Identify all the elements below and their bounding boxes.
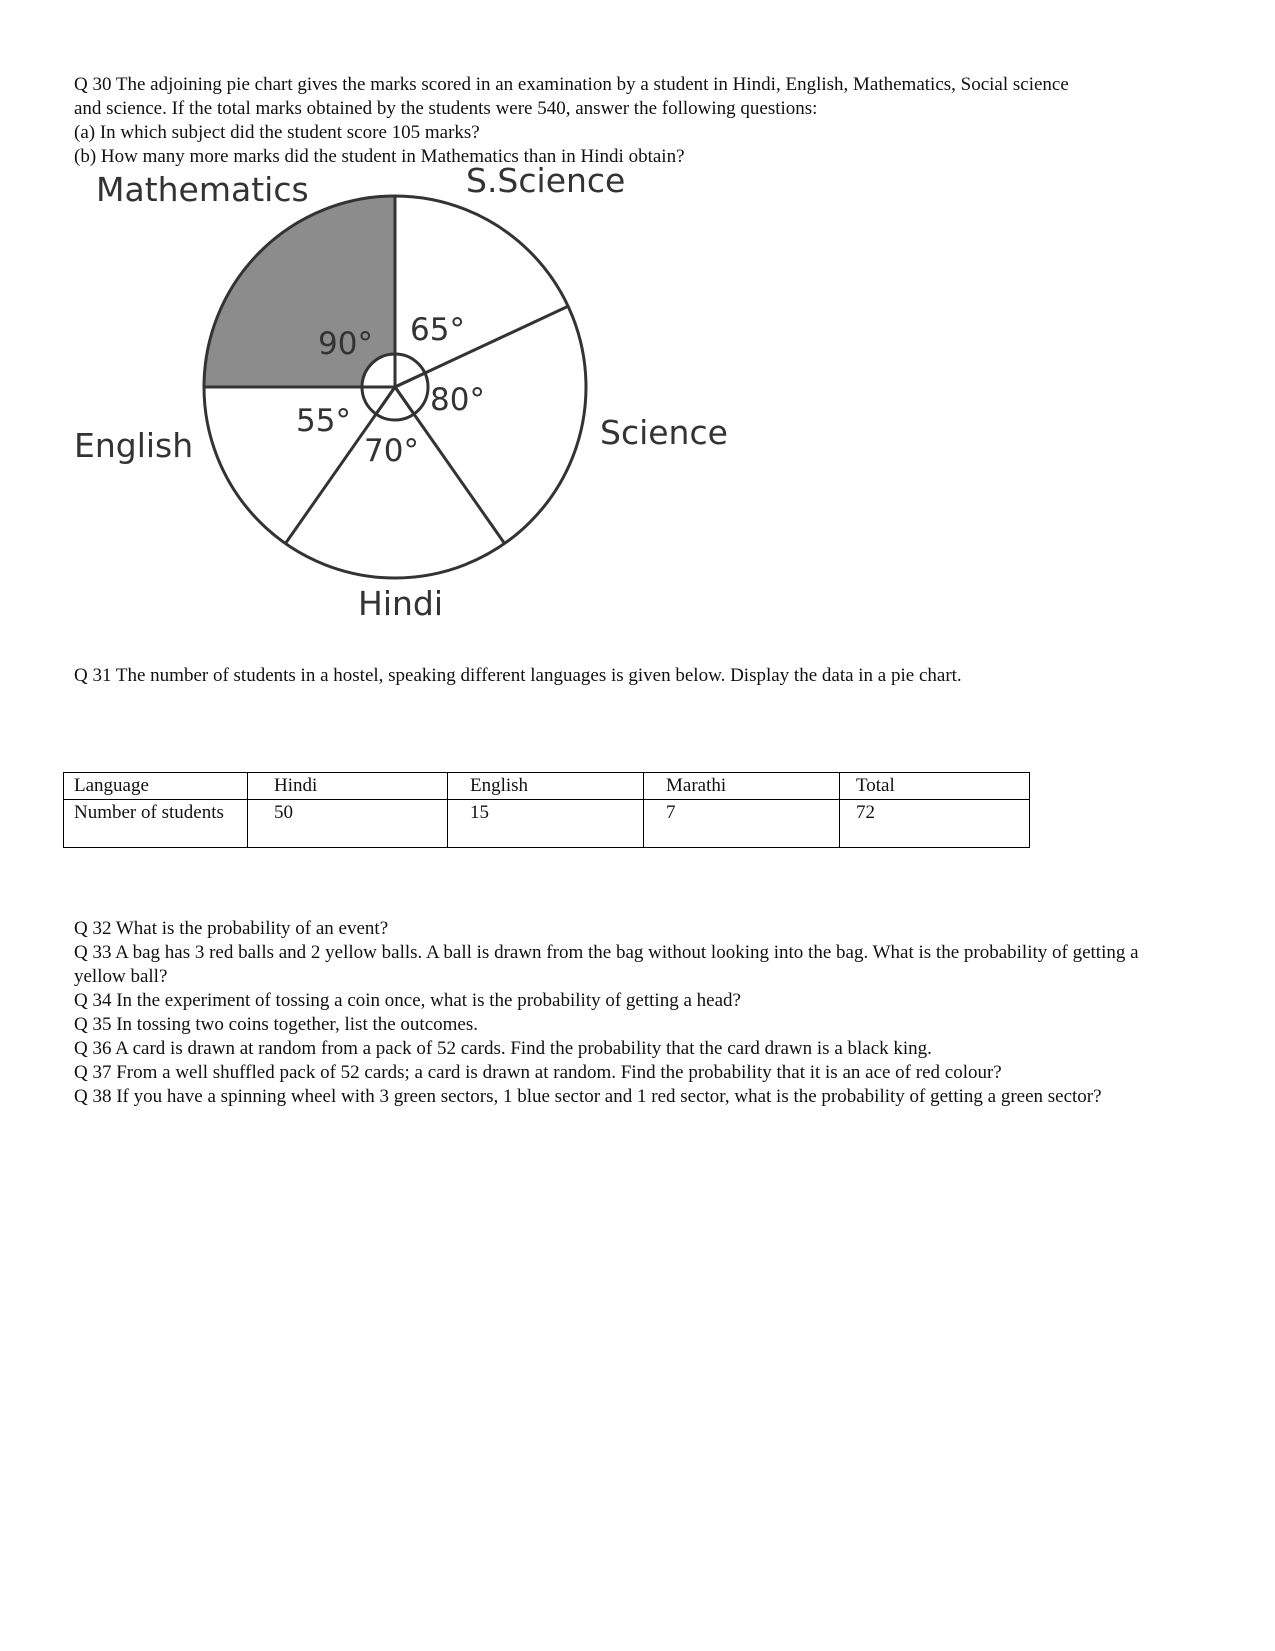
table-header-row	[64, 773, 1030, 800]
language-table	[63, 772, 1030, 848]
question-37: Q 37 From a well shuffled pack of 52 cards; a card is drawn at random. Find the probability that it is an ace of red colour?	[74, 1062, 1002, 1083]
table-header-cell: Marathi	[644, 773, 840, 800]
question-33: Q 33 A bag has 3 red balls and 2 yellow balls. A ball is drawn from the bag without looking into the bag. What is the probability of getting a yellow ball?	[74, 942, 1139, 987]
table-cell: 15	[448, 800, 644, 848]
slice-label-science: Science	[600, 413, 728, 452]
table-header-cell: Hindi	[248, 773, 448, 800]
question-32: Q 32 What is the probability of an event?	[74, 918, 389, 939]
question-30-part-a: (a) In which subject did the student score 105 marks?	[74, 122, 480, 143]
table-header-cell: Language	[64, 773, 248, 800]
angle-label-hindi: 70°	[364, 433, 419, 469]
table-cell: 7	[644, 800, 840, 848]
angle-label-english: 55°	[296, 403, 351, 439]
table-cell: 72	[840, 800, 1030, 848]
table-row	[64, 800, 1030, 848]
question-30-part-b: (b) How many more marks did the student in Mathematics than in Hindi obtain?	[74, 146, 685, 167]
question-38: Q 38 If you have a spinning wheel with 3 green sectors, 1 blue sector and 1 red sector, what is the probability of getting a green sector?	[74, 1086, 1102, 1107]
angle-label-s-science: 65°	[410, 312, 465, 348]
slice-label-s-science: S.Science	[466, 161, 626, 200]
angle-label-science: 80°	[430, 382, 485, 418]
question-list	[74, 917, 1174, 1109]
table-cell: 50	[248, 800, 448, 848]
question-30-line-1: Q 30 The adjoining pie chart gives the marks scored in an examination by a student in Hindi, English, Mathematics, Social science	[74, 74, 1069, 95]
slice-label-english: English	[74, 426, 194, 465]
slice-label-mathematics: Mathematics	[96, 170, 309, 209]
question-34: Q 34 In the experiment of tossing a coin once, what is the probability of getting a head?	[74, 990, 741, 1011]
question-30-line-2: and science. If the total marks obtained by the students were 540, answer the following questions:	[74, 98, 818, 119]
angle-label-mathematics: 90°	[318, 326, 373, 362]
question-36: Q 36 A card is drawn at random from a pack of 52 cards. Find the probability that the card drawn is a black king.	[74, 1038, 932, 1059]
pie-chart	[0, 0, 1275, 660]
question-35: Q 35 In tossing two coins together, list the outcomes.	[74, 1014, 479, 1035]
slice-label-hindi: Hindi	[358, 584, 444, 623]
question-31: Q 31 The number of students in a hostel, speaking different languages is given below. Display the data in a pie chart.	[74, 665, 962, 686]
table-row-label: Number of students	[64, 800, 248, 848]
table-header-cell: English	[448, 773, 644, 800]
table-header-cell: Total	[840, 773, 1030, 800]
